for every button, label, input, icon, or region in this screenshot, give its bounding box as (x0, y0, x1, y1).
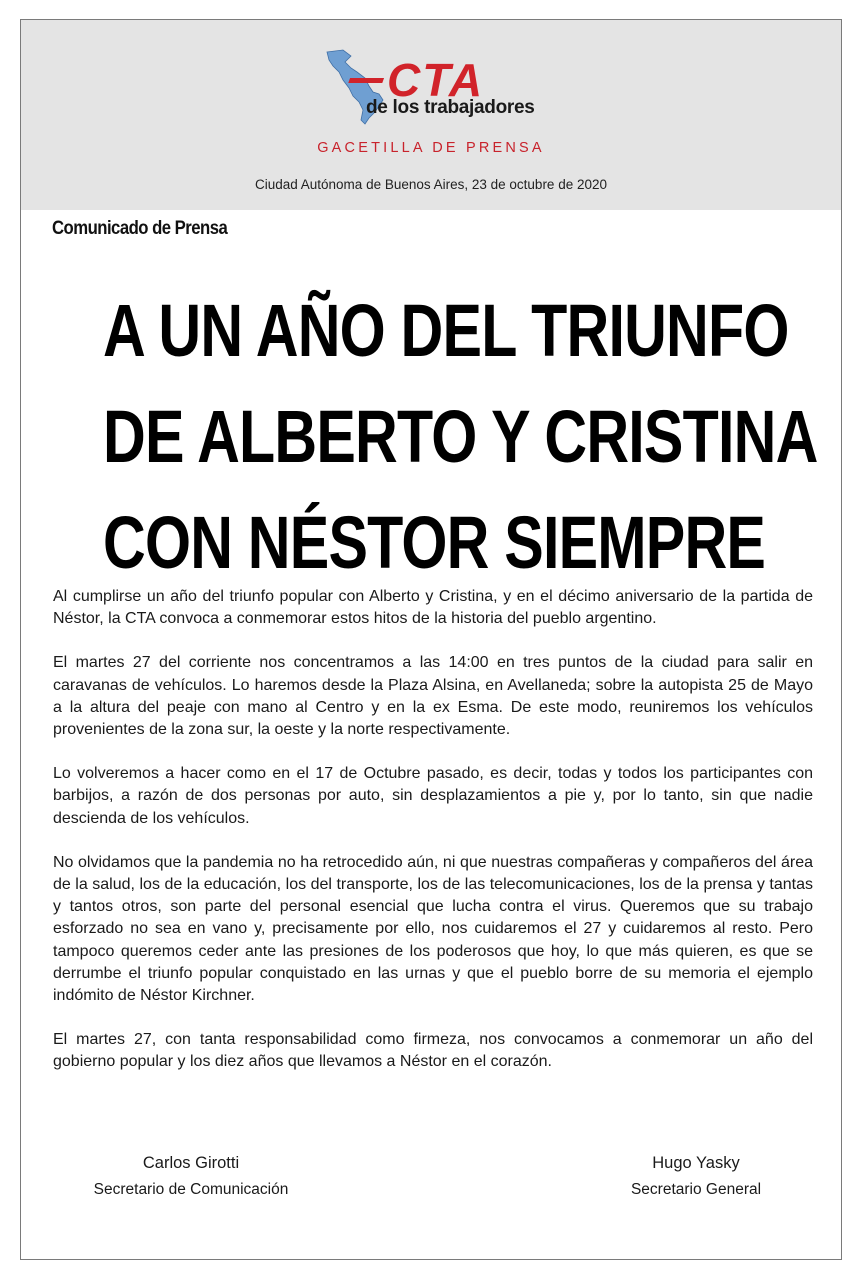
logo-letters: CTA (387, 54, 485, 106)
signature-left (61, 1154, 321, 1199)
kicker: Comunicado de Prensa (52, 218, 228, 239)
headline-line-2: DE ALBERTO Y CRISTINA (103, 395, 818, 478)
headline (21, 278, 841, 596)
paragraph-5: El martes 27, con tanta responsabilidad como firmeza, nos convocamos a conmemorar un año del gobierno popular y los diez años que llevamos a Néstor en el corazón. (53, 1031, 813, 1071)
paragraph-4: No olvidamos que la pandemia no ha retrocedido aún, ni que nuestras compañeras y compañeros del área de la salud, los de la educación, los del transporte, los de las telecomunicaciones, los de la prensa y tantas y tantos otros, son parte del personal esencial que lucha contra el virus. Queremos que su trabajo esforzado no sea en vano y, precisamente por ello, nos cuidaremos el 27 y cuidaremos al resto. Pero tampoco queremos ceder ante las presiones de los poderosos que hoy, lo que más quieren, es que se derrumbe el triunfo popular conquistado en las urnas y que el pueblo borre de su memoria el ejemplo indómito de Néstor Kirchner. (53, 853, 813, 1005)
logo-subtitle: de los trabajadores (366, 97, 535, 118)
signature-right (586, 1154, 806, 1199)
header-band (21, 20, 841, 210)
section-label: GACETILLA DE PRENSA (317, 140, 545, 156)
paragraph-1: Al cumplirse un año del triunfo popular con Alberto y Cristina, y en el décimo aniversario de la partida de Néstor, la CTA convoca a conmemorar estos hitos de la historia del pueblo argentino. (53, 588, 813, 628)
signatory-name: Carlos Girotti (142, 1154, 240, 1172)
signatory-name: Hugo Yasky (652, 1154, 740, 1172)
signatory-role: Secretario General (630, 1181, 762, 1198)
article-body (53, 586, 813, 1096)
logo-swoosh (348, 78, 384, 83)
paragraph-3: Lo volveremos a hacer como en el 17 de Octubre pasado, es decir, todas y todos los participantes con barbijos, a razón de dos personas por auto, sin desplazamientos a pie y, por lo tanto, sin que nadie descienda de los vehículos. (53, 765, 813, 827)
dateline: Ciudad Autónoma de Buenos Aires, 23 de octubre de 2020 (254, 177, 607, 192)
headline-line-3: CON NÉSTOR SIEMPRE (103, 501, 766, 584)
paragraph-2: El martes 27 del corriente nos concentramos a las 14:00 en tres puntos de la ciudad para salir en caravanas de vehículos. Lo haremos desde la Plaza Alsina, en Avellaneda; sobre la autopista 25 de Mayo a la altura del peaje con mano al Centro y en la ex Esma. De este modo, reuniremos los vehículos provenientes de la zona sur, la oeste y la norte respectivamente. (53, 654, 813, 739)
signatory-role: Secretario de Comunicación (93, 1181, 289, 1198)
headline-line-1: A UN AÑO DEL TRIUNFO (103, 289, 789, 372)
press-release-page (20, 19, 842, 1260)
